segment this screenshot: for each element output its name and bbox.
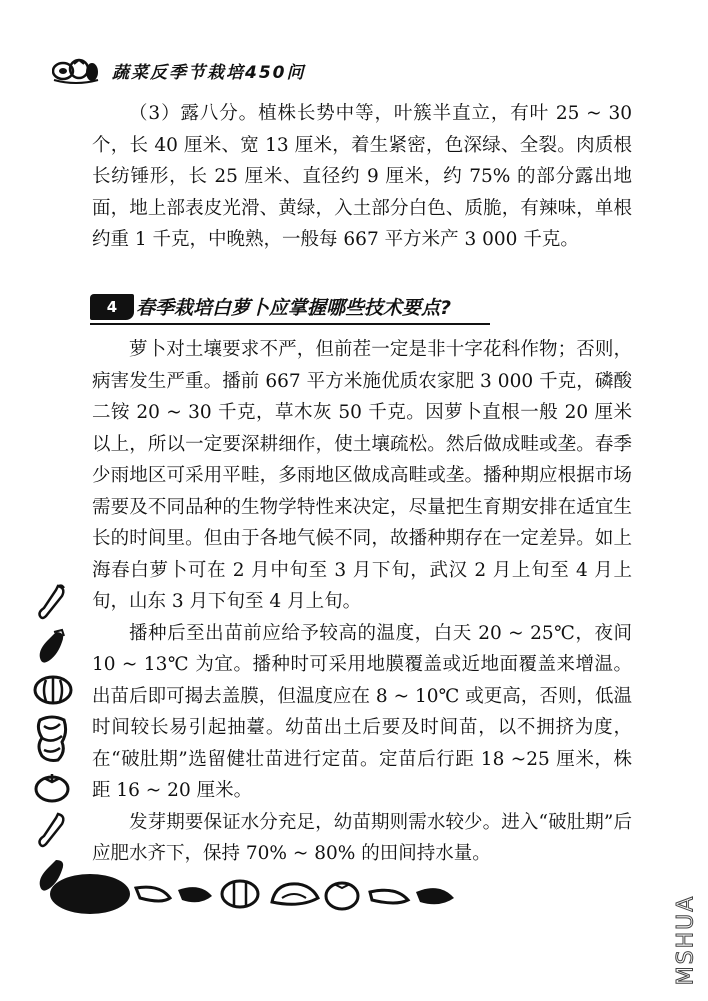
cabbage-icon xyxy=(32,712,72,764)
question-number-badge: 4 xyxy=(90,294,134,320)
main-text-block xyxy=(92,334,632,870)
tomato-icon xyxy=(326,883,358,909)
eggplant-icon xyxy=(178,887,212,902)
vegetables-logo-icon xyxy=(52,56,100,84)
pumpkin-icon xyxy=(222,881,258,907)
cucumber-icon xyxy=(136,887,170,901)
page-header xyxy=(52,52,342,88)
cabbage-icon xyxy=(272,884,318,904)
watermark xyxy=(668,882,704,997)
question-heading xyxy=(90,292,560,328)
paragraph: 萝卜对土壤要求不严，但前茬一定是非十字花科作物；否则，病害发生严重。播前 667 平方米施优质农家肥 3 000 千克，磷酸二铵 20 ~ 30 千克，草木灰 50 千克。因萝卜直根一般 20 厘米以上，所以一定要深耕细作，使土壤疏松。然后做成畦或垄。春季少雨地区可采用平畦，多雨地区做成高畦或垄。播种期应根据市场需要及不同品种的生物学特性来决定，尽量把生育期安排在适宜生长的时间里。但由于各地气候不同，故播种期存在一定差异。如上海春白萝卜可在 2 月中旬至 3 月下旬，武汉 2 月上旬至 4 月上旬，山东 3 月下旬至 4 月上旬。 xyxy=(92,339,632,612)
cucumber-icon xyxy=(32,582,72,622)
side-decoration xyxy=(32,582,84,882)
heading-underline xyxy=(90,323,490,325)
paragraph: 播种后至出苗前应给予较高的温度，白天 20 ~ 25℃，夜间 10 ~ 13℃ 为宜。播种时可采用地膜覆盖或近地面覆盖来增温。出苗后即可揭去盖膜，但温度应在 8 ~ 10℃ 或更高，否则，低温时间较长易引起抽薹。幼苗出土后要及时间苗，以不拥挤为度，在“破肚期”选留健壮苗进行定苗。定苗后行距 18 ~25 厘米，株距 16 ~ 20 厘米。 xyxy=(92,622,632,801)
header-title: 蔬菜反季节栽培450问 xyxy=(112,63,306,83)
eggplant-icon xyxy=(416,888,454,904)
footer-decoration xyxy=(50,868,480,920)
watermark-text: MSHUA xyxy=(673,894,699,985)
top-text-block xyxy=(92,98,632,256)
black-oval-icon xyxy=(50,874,130,914)
tomato-icon xyxy=(32,770,72,804)
eggplant-icon xyxy=(32,628,72,666)
paragraph: （3）露八分。植株长势中等，叶簇半直立，有叶 25 ~ 30 个，长 40 厘米、宽 13 厘米，着生紧密，色深绿、全裂。肉质根长纺锤形，长 25 厘米、直径约 9 厘米，约 75% 的部分露出地面，地上部表皮光滑、黄绿，入土部分白色、质脆，有辣味，单根约重 1 千克，中晚熟，一般每 667 平方米产 3 000 千克。 xyxy=(92,103,632,250)
cucumber-icon xyxy=(32,810,72,850)
question-title: 春季栽培白萝卜应掌握哪些技术要点? xyxy=(136,297,452,319)
paragraph: 发芽期要保证水分充足，幼苗期则需水较少。进入“破肚期”后应肥水齐下，保持 70% ~ 80% 的田间持水量。 xyxy=(92,811,632,864)
cucumber-icon xyxy=(370,890,408,903)
pumpkin-icon xyxy=(32,672,74,706)
